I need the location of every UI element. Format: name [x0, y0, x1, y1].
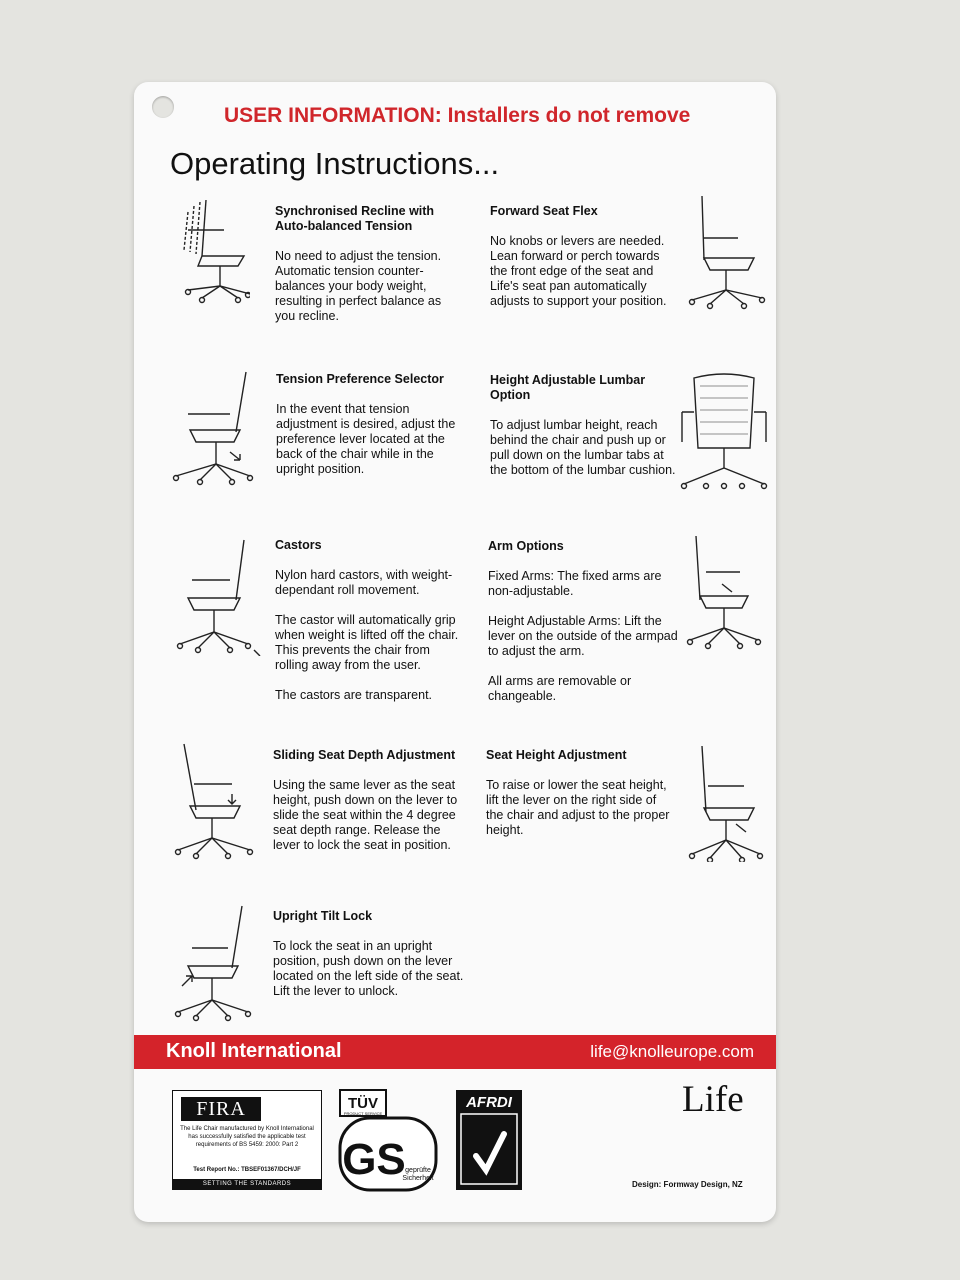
section-heading: Forward Seat Flex	[490, 204, 598, 218]
gs-caption-1: geprüfte	[405, 1167, 431, 1174]
chair-seat-depth-icon	[170, 740, 262, 860]
section-synchronised-recline	[275, 204, 455, 339]
section-heading: Synchronised Recline with Auto-balanced Tension	[275, 204, 435, 233]
section-tilt-lock	[273, 909, 469, 1014]
section-castors	[275, 538, 465, 718]
section-seat-height	[486, 748, 674, 853]
section-text: In the event that tension adjustment is desired, adjust the preference lever located at the back of the chair while in the upright position.	[276, 402, 456, 476]
section-text: Using the same lever as the seat height, push down on the lever to slide the seat within the 4 degree seat depth range. Release the lever to lock the seat in position.	[273, 778, 458, 852]
design-credit: Design: Formway Design, NZ	[632, 1180, 743, 1189]
afrdi-label: AFRDI	[466, 1094, 512, 1111]
section-text: Nylon hard castors, with weight-dependant roll movement.	[275, 568, 453, 597]
section-heading: Height Adjustable Lumbar Option	[490, 373, 646, 402]
chair-lumbar-icon	[678, 372, 770, 492]
section-text: To raise or lower the seat height, lift the lever on the right side of the chair and adjust to the proper height.	[486, 778, 670, 837]
chair-castors-icon	[174, 536, 266, 656]
chair-arm-icon	[682, 532, 774, 652]
fira-tagline: SETTING THE STANDARDS	[173, 1179, 321, 1189]
fira-certificate	[172, 1090, 322, 1190]
installer-warning: USER INFORMATION: Installers do not remove	[224, 104, 691, 127]
section-seat-depth	[273, 748, 465, 868]
chair-castors-illustration	[174, 536, 266, 656]
tuv-sub: PRODUCT SERVICE	[343, 1111, 383, 1116]
fira-report-number: Test Report No.: TBSEF01367/DCH/JF	[193, 1167, 301, 1173]
product-wordmark: Life	[682, 1079, 744, 1120]
fira-statement: The Life Chair manufactured by Knoll International has successfully satisfied the applicable test requirements of BS 5459: 2000: Part 2	[180, 1126, 314, 1148]
chair-forward-flex-illustration	[682, 192, 774, 312]
section-text: Fixed Arms: The fixed arms are non-adjustable.	[488, 569, 662, 598]
chair-tension-illustration	[170, 368, 262, 488]
section-tension-preference	[276, 372, 464, 492]
section-heading: Upright Tilt Lock	[273, 909, 373, 923]
chair-recline-icon	[158, 194, 250, 314]
section-forward-seat-flex	[490, 204, 672, 324]
section-heading: Tension Preference Selector	[276, 372, 444, 386]
section-text: The castors are transparent.	[275, 688, 433, 702]
hang-hole	[152, 96, 174, 118]
chair-seat-depth-illustration	[170, 740, 262, 860]
chair-tension-icon	[170, 368, 262, 488]
contact-email: life@knolleurope.com	[590, 1042, 754, 1061]
chair-seat-height-illustration	[682, 742, 774, 862]
section-heading: Arm Options	[488, 539, 564, 553]
gs-mark-text: GS	[342, 1135, 406, 1184]
instruction-tag	[134, 82, 776, 1222]
section-lumbar	[490, 373, 680, 493]
section-heading: Sliding Seat Depth Adjustment	[273, 748, 456, 762]
afrdi-mark	[456, 1090, 522, 1190]
gs-caption-2: Sicherheit	[402, 1175, 434, 1182]
section-text: The castor will automatically grip when weight is lifted off the chair. This prevents the chair from rolling away from the user.	[275, 613, 459, 672]
chair-tilt-lock-illustration	[170, 902, 262, 1022]
section-text: To lock the seat in an upright position, push down on the lever located on the left side of the seat. Lift the lever to unlock.	[273, 939, 464, 998]
chair-arm-illustration	[682, 532, 774, 652]
page-title: Operating Instructions...	[170, 146, 500, 181]
section-heading: Castors	[275, 538, 322, 552]
tuv-label: TÜV	[348, 1095, 378, 1112]
checkmark-icon	[456, 1090, 522, 1190]
brand-band	[134, 1035, 776, 1069]
section-heading: Seat Height Adjustment	[486, 748, 627, 762]
chair-height-icon	[682, 742, 774, 862]
chair-lumbar-illustration	[678, 372, 770, 492]
tuv-gs-icon	[338, 1088, 438, 1192]
brand-name: Knoll International	[166, 1040, 342, 1062]
section-text: To adjust lumbar height, reach behind the chair and push up or pull down on the lumbar tabs at the bottom of the lumbar cushion.	[490, 418, 676, 477]
section-text: No need to adjust the tension. Automatic tension counter-balances your body weight, resulting in perfect balance as you recline.	[275, 249, 442, 323]
section-text: Height Adjustable Arms: Lift the lever on the outside of the armpad to adjust the arm.	[488, 614, 678, 658]
chair-tilt-lock-icon	[170, 902, 262, 1022]
chair-flex-icon	[682, 192, 774, 312]
section-text: All arms are removable or changeable.	[488, 674, 632, 703]
tuv-gs-mark	[338, 1088, 438, 1192]
fira-logo: FIRA	[181, 1097, 261, 1121]
section-text: No knobs or levers are needed. Lean forward or perch towards the front edge of the seat and Life's seat pan automatically adjusts to support your position.	[490, 234, 667, 308]
chair-recline-illustration	[158, 194, 250, 314]
section-arm-options	[488, 539, 682, 719]
